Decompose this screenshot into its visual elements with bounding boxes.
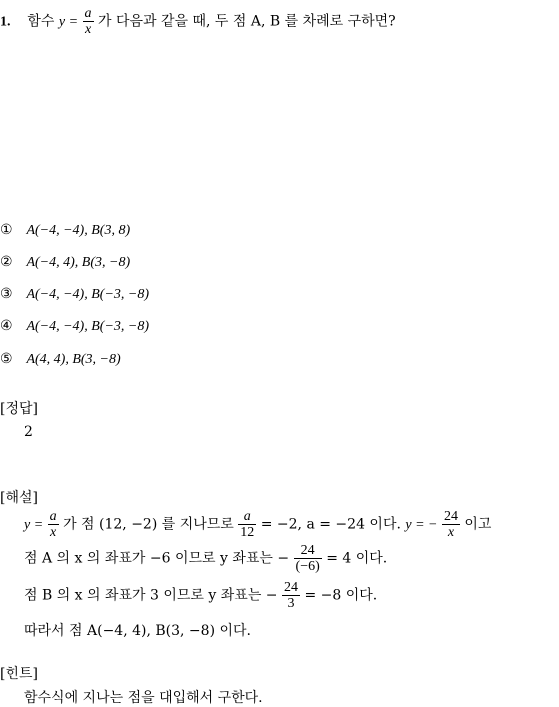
option-marker: ④ [0,318,13,334]
expl-eq: y = [24,517,44,533]
fraction-numerator: a [84,6,92,21]
option-text: A(−4, 4), B(3, −8) [26,255,131,270]
answer-label: [정답] [0,401,38,417]
expl-eq: y = − [405,517,438,533]
option-1[interactable] [0,222,130,239]
fraction-numerator: a [49,509,57,524]
fraction-numerator: 24 [283,580,298,595]
option-text: A(4, 4), B(3, −8) [26,352,121,367]
option-3[interactable] [0,286,149,303]
option-2[interactable] [0,254,130,271]
option-marker: ② [0,254,13,270]
fraction-numerator: 24 [443,509,458,524]
fraction-denominator: x [447,525,455,540]
expl-fraction-3 [442,509,460,540]
expl-text: = −2, a = −24 이다. [260,516,401,533]
expl-text: = 4 이다. [326,550,388,567]
expl-text: 점 A 의 x 의 좌표가 −6 이므로 y 좌표는 − [24,550,290,567]
option-text: A(−4, −4), B(3, 8) [26,223,131,238]
fraction-denominator: (−6) [295,559,320,574]
expl-fraction-1 [48,509,59,540]
option-marker: ⑤ [0,351,13,367]
question-lead: 함수 [27,13,55,30]
explanation-line-3 [24,580,377,611]
option-text: A(−4, −4), B(−3, −8) [26,287,149,302]
question-text: 가 다음과 같을 때, 두 점 A, B 를 차례로 구하면? [98,13,396,30]
explanation-line-1 [24,509,491,540]
option-marker: ③ [0,286,13,302]
explanation-label: [해설] [0,490,38,506]
expl-text: 점 B 의 x 의 좌표가 3 이므로 y 좌표는 − [24,587,278,604]
function-fraction [83,6,94,37]
hint-label: [힌트] [0,666,38,682]
expl-fraction-2 [238,509,256,540]
explanation-line-2 [24,543,387,574]
option-4[interactable] [0,318,149,335]
expl-fraction-5 [282,580,300,611]
expl-fraction-4 [294,543,322,574]
fraction-numerator: a [238,509,256,525]
expl-text: 이고 [464,516,492,533]
option-marker: ① [0,222,13,238]
option-text: A(−4, −4), B(−3, −8) [26,319,149,334]
fraction-denominator: 12 [240,525,255,540]
answer-value: 2 [24,424,33,440]
expl-text: 가 점 (12, −2) 를 지나므로 [63,516,234,533]
fraction-numerator: 24 [294,543,322,559]
question-line [0,6,396,37]
explanation-line-4: 따라서 점 A(−4, 4), B(3, −8) 이다. [24,623,251,639]
fraction-denominator: x [84,22,92,37]
hint-text: 함수식에 지나는 점을 대입해서 구한다. [24,690,263,706]
fraction-denominator: x [50,525,57,540]
option-5[interactable] [0,351,121,368]
fraction-denominator: 3 [287,596,295,611]
question-number: 1. [0,14,11,30]
function-lhs: y = [58,14,79,30]
expl-text: = −8 이다. [304,587,378,604]
